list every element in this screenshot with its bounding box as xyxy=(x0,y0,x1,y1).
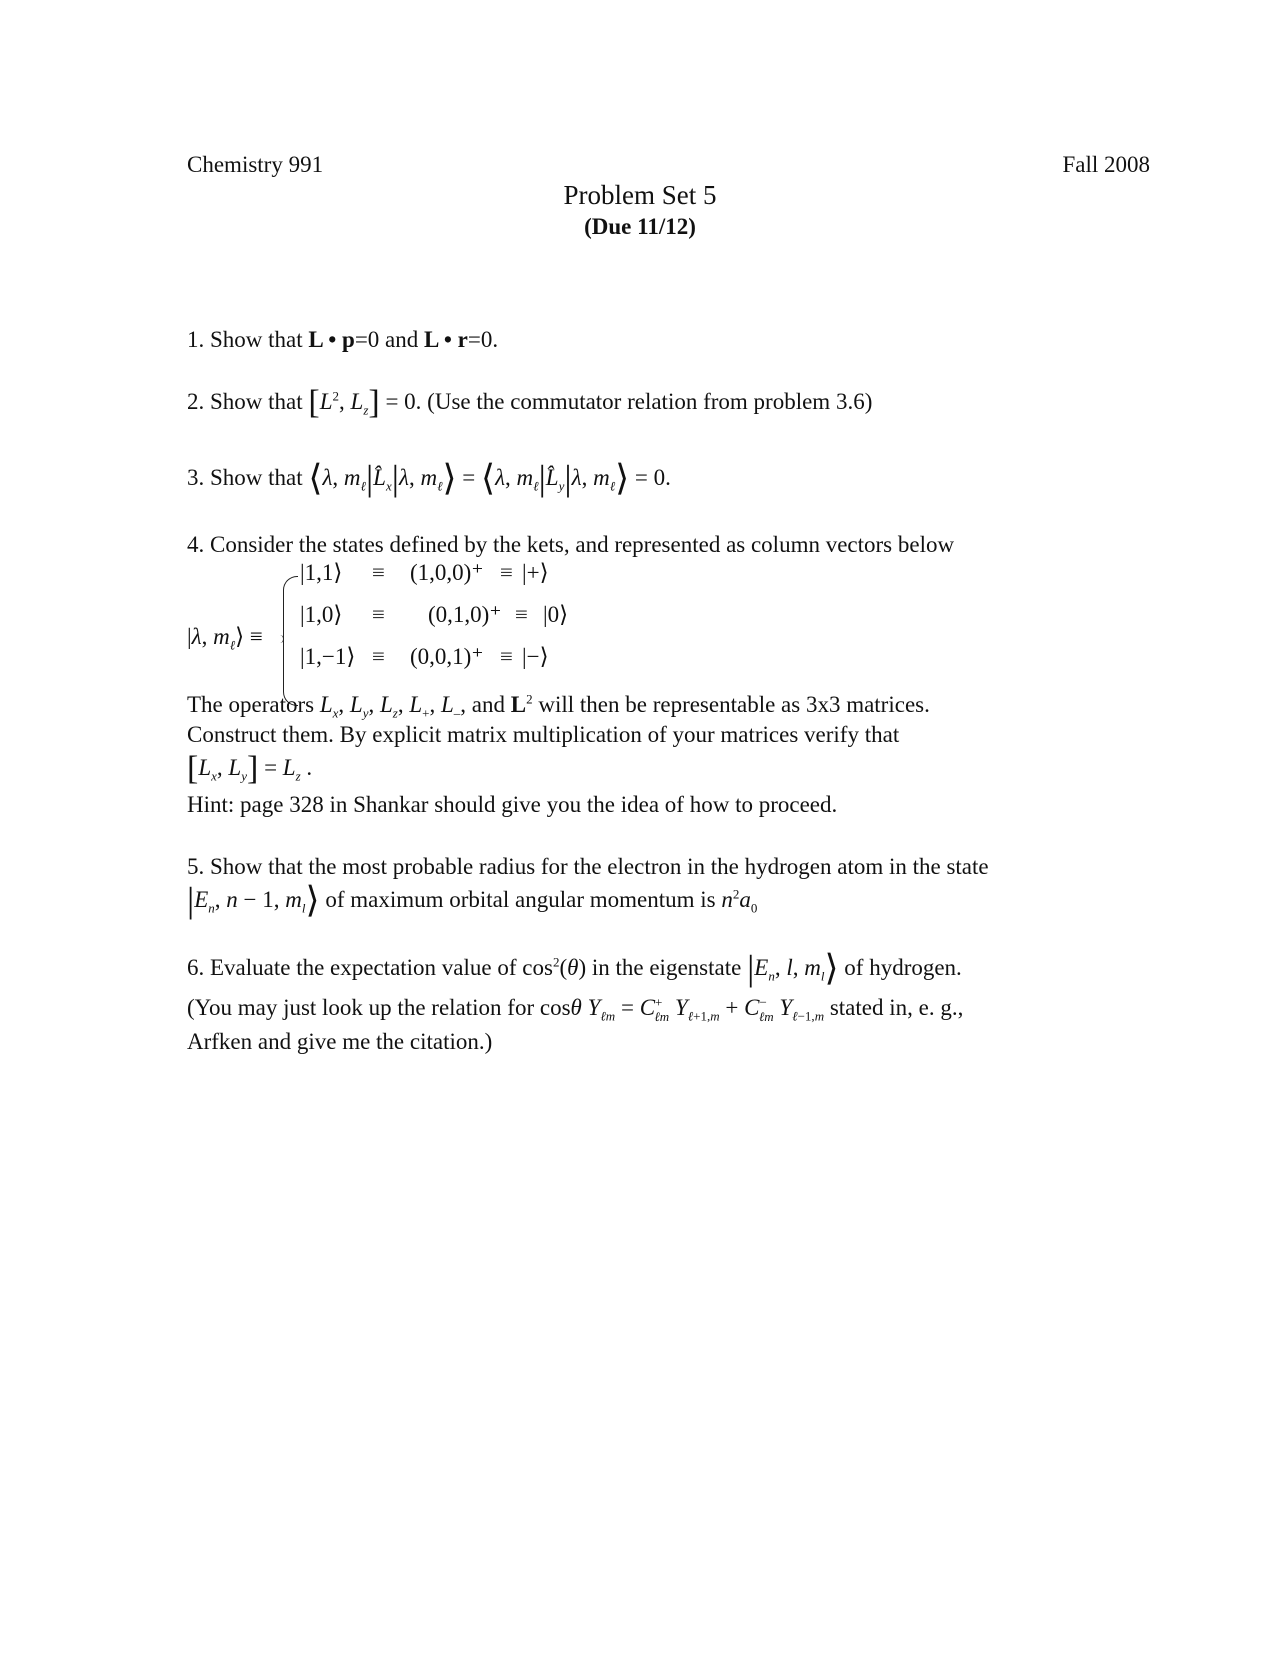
problem-1: 1. Show that L • p=0 and L • r=0. xyxy=(187,327,499,352)
term: Fall 2008 xyxy=(1062,152,1150,177)
problem-3: 3. Show that ⟨λ, $m_\ell|L̂_x|\lambda$, $m_\ell⟩$ = ⟨λ, $m_\ell|L̂_y|\lambda$, $m_\ell⟩ = 0$. xyxy=(187,458,671,498)
problem-4-construct: Construct them. By explicit matrix multiplication of your matrices verify that xyxy=(187,722,900,747)
problem-4-commutator: [$L_x$, $L_y] = L_z$ . xyxy=(187,750,313,787)
due-date: (Due 11/12) xyxy=(584,214,696,239)
problem-4-hint: Hint: page 328 in Shankar should give you the idea of how to proceed. xyxy=(187,792,838,817)
document-page: Chemistry 991 Fall 2008 Problem Set 5 (Due 11/12) 1. Show that L • p=0 and L • r=0. 2. Show that [$L^2$, $L_z] = 0$. (Use the commutator relation from problem 3.6) 3. Show that ⟨λ, $m_\ell|L̂_x|\lambda$, $m_\ell⟩$ = ⟨λ, $m_\ell|L̂_y|\lambda$, $m_\ell⟩ = 0$. 4. Consider the states defined by the kets, and represented as column vectors below |λ, $m_\ell⟩$ ≡ |1,1⟩ ≡ (1,0,0)⁺ ≡ |+⟩ |1,0⟩ ≡ (0,1,0)⁺ ≡ |0⟩ |1,−1⟩ ≡ (0,0,1)⁺ ≡ |−⟩ The operators $L_x$, $L_y$, $L_z$, $L_+$, $L_-$, and $L^2$ will then be representable as 3x3 matrices. Construct them. By explicit matrix multiplication of your matrices verify that [$L_x$, $L_y] = L_z$ . Hint: page 328 in Shankar should give you the idea of how to proceed. 5. Show that the most probable radius for the electron in the hydrogen atom in the state $|E_n$, n − 1, $m_l⟩$ of maximum orbital angular momentum is $n^2a_0$ 6. Evaluate the expectation value of $\cos^2(\theta)$ in the eigenstate $|E_n$, l, $m_l⟩$ of hydrogen. (You may just look up the relation for cosθ $Y_{\ell m} = C^+_{\ell m}$ $Y_{\ell+1,m} + C^-_{\ell m}$ $Y_{\ell-1,m}$ stated in, e. g., Arfken and give me the citation.) xyxy=(0,0,1280,1656)
problem-4-intro: 4. Consider the states defined by the kets, and represented as column vectors below xyxy=(187,532,955,557)
problem-5-line2: $|E_n$, n − 1, $m_l⟩$ of maximum orbital angular momentum is $n^2a_0$ xyxy=(187,880,758,920)
problem-5-line1: 5. Show that the most probable radius for the electron in the hydrogen atom in the state xyxy=(187,854,989,879)
problem-2: 2. Show that [$L^2$, $L_z] = 0$. (Use the commutator relation from problem 3.6) xyxy=(187,384,873,421)
problem-6-line3: Arfken and give me the citation.) xyxy=(187,1029,493,1054)
page-title: Problem Set 5 xyxy=(563,180,717,210)
brace-icon xyxy=(283,576,298,706)
ket-definition-lhs: |λ, $m_\ell⟩$ ≡ xyxy=(187,624,263,653)
course-name: Chemistry 991 xyxy=(187,152,324,177)
problem-6-line2: (You may just look up the relation for cosθ $Y_{\ell m} = C^+_{\ell m}$ $Y_{\ell+1,m} + C^-_{\ell m}$ $Y_{\ell-1,m}$ stated in, e. g., xyxy=(187,994,964,1024)
problem-4-operators: The operators $L_x$, $L_y$, $L_z$, $L_+$, $L_-$, and $L^2$ will then be representable as 3x3 matrices. xyxy=(187,691,930,721)
problem-6-line1: 6. Evaluate the expectation value of $\cos^2(\theta)$ in the eigenstate $|E_n$, l, $m_l⟩$ of hydrogen. xyxy=(187,948,962,988)
